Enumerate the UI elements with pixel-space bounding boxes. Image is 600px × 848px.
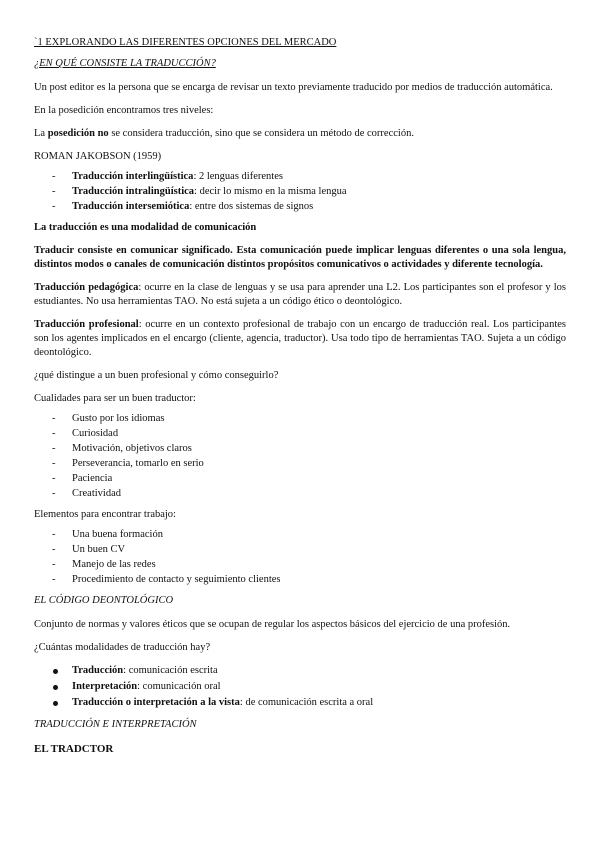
paragraph-niveles: En la posedición encontramos tres niveles: <box>34 105 214 116</box>
cualidades-heading: Cualidades para ser un buen traductor: <box>34 393 196 404</box>
elementos-list <box>34 528 566 587</box>
list-item: Interpretación: comunicación oral <box>34 680 566 694</box>
list-item: - Traducción intralingüística: decir lo mismo en la misma lengua <box>52 186 347 197</box>
elementos-heading: Elementos para encontrar trabajo: <box>34 509 176 520</box>
modalidad-heading: La traducción es una modalidad de comunicación <box>34 222 257 233</box>
list-item: Traducción: comunicación escrita <box>34 664 566 678</box>
list-item: - Gusto por los idiomas <box>52 413 165 424</box>
list-item: - Creatividad <box>52 488 121 499</box>
paragraph-conjunto: Conjunto de normas y valores éticos que se ocupan de regular los aspectos básicos del ejercicio de una profesión. <box>34 619 511 630</box>
question-modalidades: ¿Cuántas modalidades de traducción hay? <box>34 642 211 653</box>
list-item: Traducción o interpretación a la vista: de comunicación escrita a oral <box>34 696 566 710</box>
list-item: - Un buen CV <box>52 544 126 555</box>
document-title <box>34 36 566 50</box>
paragraph-profesional: Traducción profesional: ocurre en un contexto profesional de trabajo con un encargo de traducción real. Los participantes son los agentes implicados en el encargo (cliente, agencia, traductor). Usa todo tipo de herramientas TAO. Sujeta a un código deontológico. <box>34 319 566 358</box>
el-traductor-heading: EL TRADCTOR <box>34 743 114 755</box>
modalidades-list <box>34 664 566 710</box>
list-item: - Motivación, objetivos claros <box>52 443 192 454</box>
codigo-heading: EL CÓDIGO DEONTOLÓGICO <box>34 595 174 606</box>
question-distingue: ¿qué distingue a un buen profesional y cómo conseguirlo? <box>34 370 279 381</box>
list-item: - Curiosidad <box>52 428 119 439</box>
list-item: - Procedimiento de contacto y seguimiento clientes <box>52 574 281 585</box>
title-text: 1 EXPLORANDO LAS DIFERENTES OPCIONES DEL MERCADO <box>37 37 337 48</box>
list-item: - Traducción intersemiótica: entre dos sistemas de signos <box>52 201 314 212</box>
list-item: - Traducción interlingüística: 2 lenguas diferentes <box>52 171 283 182</box>
list-item: - Una buena formación <box>52 529 163 540</box>
title-prefix: ` <box>34 37 38 48</box>
paragraph-traducir: Traducir consiste en comunicar significado. Esta comunicación puede implicar lenguas diferentes o una sola lengua, distintos modos o canales de comunicación distintos propósitos comunicativos o actividades y diferente tecnología. <box>34 245 566 270</box>
list-item: - Manejo de las redes <box>52 559 156 570</box>
paragraph-pedagogica: Traducción pedagógica: ocurre en la clase de lenguas y se usa para aprender una L2. Los participantes son el profesor y los estudiantes. No usa herramientas TAO. No está sujeta a un código ético o deontológico. <box>34 282 566 307</box>
paragraph-posedicion: La posedición no se considera traducción, sino que se considera un método de corrección. <box>34 128 414 139</box>
traduccion-interpretacion-heading: TRADUCCIÓN E INTERPRETACIÓN <box>34 719 197 730</box>
list-item: - Perseverancia, tomarlo en serio <box>52 458 204 469</box>
jakobson-list <box>34 170 566 214</box>
cualidades-list <box>34 412 566 501</box>
list-item: - Paciencia <box>52 473 113 484</box>
section-heading-traduccion: ¿EN QUÉ CONSISTE LA TRADUCCIÓN? <box>34 58 216 69</box>
paragraph-post-editor: Un post editor es la persona que se encarga de revisar un texto previamente traducido por medios de traducción automática. <box>34 82 553 93</box>
jakobson-heading: ROMAN JAKOBSON (1959) <box>34 151 162 162</box>
